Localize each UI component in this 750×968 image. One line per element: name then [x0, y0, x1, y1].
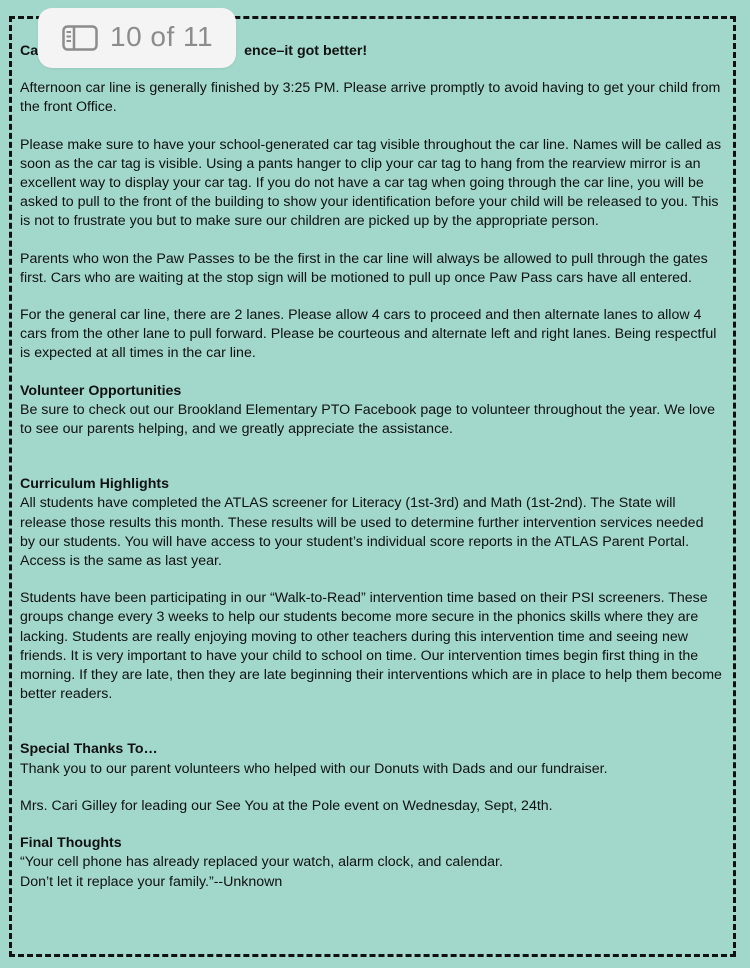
sidebar-icon: [62, 25, 98, 51]
car-line-paragraph-2: Please make sure to have your school-generated car tag visible throughout the car line. Names will be called as soon as the car tag is visible. Using a pants hanger to clip your car tag to hang from the rearview mirror is an excellent way to display your car tag. If you do not have a car tag when going through the car line, you will be asked to pull to the front of the building to show your identification before your child will be released to you. This is not to frustrate you but to make sure our children are picked up by the appropriate person.: [20, 136, 722, 230]
final-quote-line-1: “Your cell phone has already replaced your watch, alarm clock, and calendar.: [20, 854, 503, 871]
car-line-paragraph-4: For the general car line, there are 2 lanes. Please allow 4 cars to proceed and then alternate lanes to allow 4 cars from the other lane to pull forward. Please be courteous and alternate left and right lanes. Being respectful is expected at all times in the car line.: [20, 307, 717, 362]
thanks-heading: Special Thanks To…: [20, 741, 158, 758]
thanks-paragraph-1: Thank you to our parent volunteers who helped with our Donuts with Dads and our fundraiser.: [20, 760, 608, 777]
page-indicator[interactable]: [38, 8, 236, 68]
car-line-paragraph-1: Afternoon car line is generally finished by 3:25 PM. Please arrive promptly to avoid having to get your child from the front Office.: [20, 80, 721, 116]
final-quote-line-2: Don’t let it replace your family.”--Unknown: [20, 873, 283, 890]
volunteer-heading: Volunteer Opportunities: [20, 382, 182, 399]
page-count: 10 of 11: [110, 21, 214, 52]
heading-fragment-left: Ca: [20, 43, 39, 59]
final-heading: Final Thoughts: [20, 835, 122, 852]
newsletter-content: [20, 42, 722, 892]
car-line-paragraph-3: Parents who won the Paw Passes to be the first in the car line will always be allowed to pull through the gates first. Cars who are waiting at the stop sign will be motioned to pull up once Paw Pass cars have all entered.: [20, 250, 708, 286]
curriculum-heading: Curriculum Highlights: [20, 476, 169, 493]
heading-fragment-right: ence–it got better!: [244, 43, 368, 59]
volunteer-text: Be sure to check out our Brookland Elementary PTO Facebook page to volunteer throughout the year. We love to see our parents helping, and we greatly appreciate the assistance.: [20, 401, 716, 438]
curriculum-paragraph-2: Students have been participating in our “Walk-to-Read” intervention time based on their PSI screeners. These groups change every 3 weeks to help our students become more secure in the phonics skills where they are lacking. Students are really enjoying moving to other teachers during this intervention time and seeing new friends. It is very important to have your child to school on time. Our intervention times begin first thing in the morning. If they are late, then they are late beginning their interventions which are in place to help them become better readers.: [20, 590, 722, 703]
thanks-paragraph-2: Mrs. Cari Gilley for leading our See You at the Pole event on Wednesday, Sept, 24th.: [20, 797, 553, 814]
curriculum-paragraph-1: All students have completed the ATLAS screener for Literacy (1st-3rd) and Math (1st-2nd). The State will release those results this month. These results will be used to determine further intervention services needed by our students. You will have access to your student’s individual score reports in the ATLAS Parent Portal. Access is the same as last year.: [20, 495, 704, 570]
